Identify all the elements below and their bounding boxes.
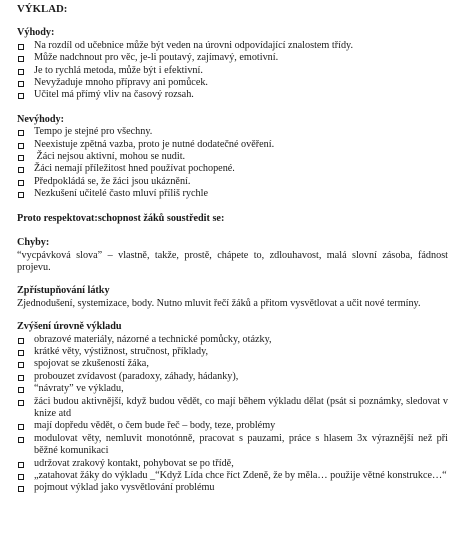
list-item: Nevyžaduje mnoho přípravy ani pomůcek.: [17, 77, 448, 89]
respect-line: Proto respektovat:schopnost žáků soustředit se:: [17, 212, 225, 224]
spacer: [17, 201, 448, 213]
square-bullet-icon: [18, 437, 24, 443]
square-bullet-icon: [18, 192, 24, 198]
list-item: žáci budou aktivnější, když budou vědět, co mají během výkladu dělat (psát si poznámky, sledovat v knize atd: [17, 396, 448, 421]
list-item: Je to rychlá metoda, může být i efektivní.: [17, 65, 448, 77]
list-item: mají dopředu vědět, o čem bude řeč – body, teze, problémy: [17, 420, 448, 432]
square-bullet-icon: [18, 155, 24, 161]
section-heading-nevyhody: Nevýhody:: [17, 113, 64, 125]
spacer: [17, 225, 448, 237]
spacer: [17, 310, 448, 321]
square-bullet-icon: [18, 56, 24, 62]
list-item: probouzet zvídavost (paradoxy, záhady, hádanky),: [17, 371, 448, 383]
square-bullet-icon: [18, 424, 24, 430]
list-item: Žáci nejsou aktivní, mohou se nudit.: [17, 151, 448, 163]
spacer: [17, 274, 448, 285]
section-heading-vyhody: Výhody:: [17, 27, 55, 39]
square-bullet-icon: [18, 350, 24, 356]
list-item: pojmout výklad jako vysvětlování problému: [17, 482, 448, 494]
list-item: Nezkušení učitelé často mluví příliš rychle: [17, 188, 448, 200]
list-item: „zatahovat žáky do výkladu _“Když Lída chce říct Zdeně, že by měla… použije větné konstrukce…“: [17, 470, 448, 482]
square-bullet-icon: [18, 474, 24, 480]
list-item: Tempo je stejné pro všechny.: [17, 126, 448, 138]
list-item: krátké věty, výstižnost, stručnost, příklady,: [17, 346, 448, 358]
square-bullet-icon: [18, 130, 24, 136]
square-bullet-icon: [18, 486, 24, 492]
list-item: Na rozdíl od učebnice může být veden na úrovni odpovídající znalostem třídy.: [17, 40, 448, 52]
square-bullet-icon: [18, 338, 24, 344]
square-bullet-icon: [18, 180, 24, 186]
square-bullet-icon: [18, 93, 24, 99]
zpristupnovani-text: Zjednodušení, systemizace, body. Nutno mluvit řečí žáků a přitom vysvětlovat a učit nové termíny.: [17, 297, 421, 309]
square-bullet-icon: [18, 44, 24, 50]
chyby-text: “vycpávková slova” – vlastně, takže, prostě, chápete to, zdlouhavost, malá slovní zásoba, fádnost projevu.: [17, 249, 448, 273]
square-bullet-icon: [18, 69, 24, 75]
square-bullet-icon: [18, 375, 24, 381]
square-bullet-icon: [18, 462, 24, 468]
list-item: udržovat zrakový kontakt, pohybovat se po třídě,: [17, 458, 448, 470]
spacer: [17, 102, 448, 114]
list-item: Neexistuje zpětná vazba, proto je nutné dodatečné ověření.: [17, 139, 448, 151]
list-item: Může nadchnout pro věc, je-li poutavý, zajímavý, emotivní.: [17, 52, 448, 64]
square-bullet-icon: [18, 387, 24, 393]
square-bullet-icon: [18, 143, 24, 149]
section-heading-zpristupnovani: Zpřístupňování látky: [17, 285, 110, 297]
list-item: “návraty” ve výkladu,: [17, 383, 448, 395]
list-item: Žáci nemají příležitost hned používat pochopené.: [17, 163, 448, 175]
list-nevyhody: [17, 126, 448, 200]
square-bullet-icon: [18, 81, 24, 87]
list-vyhody: [17, 40, 448, 102]
square-bullet-icon: [18, 362, 24, 368]
list-item: Učitel má přímý vliv na časový rozsah.: [17, 89, 448, 101]
square-bullet-icon: [18, 400, 24, 406]
list-item: Předpokládá se, že žáci jsou ukáznění.: [17, 176, 448, 188]
list-item: obrazové materiály, názorné a technické pomůcky, otázky,: [17, 334, 448, 346]
page-title: VÝKLAD:: [17, 3, 68, 15]
list-item: spojovat se zkušeností žáka,: [17, 358, 448, 370]
list-zvyseni: [17, 334, 448, 495]
section-heading-chyby: Chyby:: [17, 237, 50, 249]
list-item: modulovat věty, nemluvit monotónně, pracovat s pauzami, práce s hlasem 3x výraznější než při běžné komunikaci: [17, 433, 448, 458]
square-bullet-icon: [18, 167, 24, 173]
section-heading-zvyseni: Zvýšení úrovně výkladu: [17, 321, 122, 333]
spacer: [17, 15, 448, 27]
